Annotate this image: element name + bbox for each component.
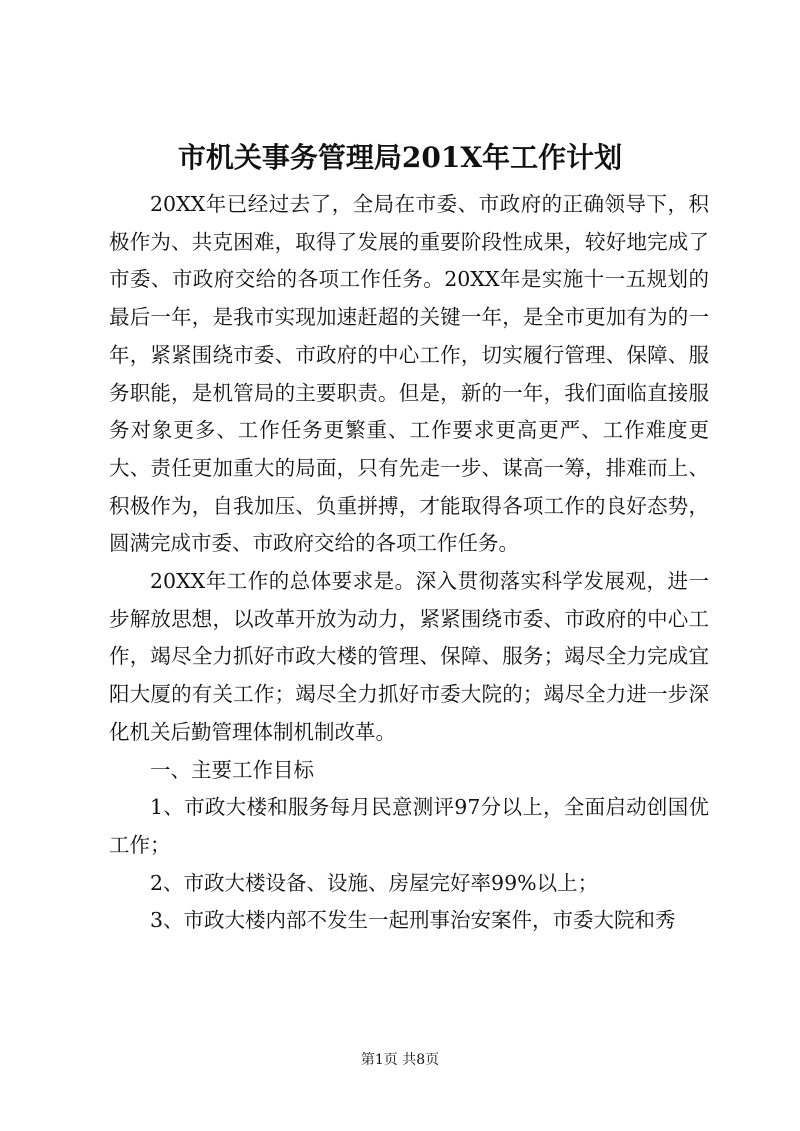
list-item-goal-1: 1、市政大楼和服务每月民意测评97分以上，全面启动创国优工作； [109,795,709,857]
document-title: 市机关事务管理局201X年工作计划 [177,141,623,174]
page-footer: 第1页 共8页 [360,1052,440,1068]
section-heading-main-goals: 一、主要工作目标 [150,757,314,782]
list-item-goal-3: 3、市政大楼内部不发生一起刑事治安案件，市委大院和秀 [150,908,676,933]
document-body [109,186,709,940]
paragraph-overall-requirements: 20XX年工作的总体要求是。深入贯彻落实科学发展观，进一步解放思想，以改革开放为动力，紧紧围绕市委、市政府的中心工作，竭尽全力抓好市政大楼的管理、保障、服务；竭尽全力完成宜阳大厦的有关工作；竭尽全力抓好市委大院的；竭尽全力进一步深化机关后勤管理体制机制改革。 [109,569,709,744]
list-item-goal-2: 2、市政大楼设备、设施、房屋完好率99%以上； [150,870,599,895]
paragraph-intro: 20XX年已经过去了，全局在市委、市政府的正确领导下，积极作为、共克困难，取得了发展的重要阶段性成果，较好地完成了市委、市政府交给的各项工作任务。20XX年是实施十一五规划的最后一年，是我市实现加速赶超的关键一年，是全市更加有为的一年，紧紧围绕市委、市政府的中心工作，切实履行管理、保障、服务职能，是机管局的主要职责。但是，新的一年，我们面临直接服务对象更多、工作任务更繁重、工作要求更高更严、工作难度更大、责任更加重大的局面，只有先走一步、谋高一筹，排难而上、积极作为，自我加压、负重拼搏，才能取得各项工作的良好态势，圆满完成市委、市政府交给的各项工作任务。 [109,192,709,556]
